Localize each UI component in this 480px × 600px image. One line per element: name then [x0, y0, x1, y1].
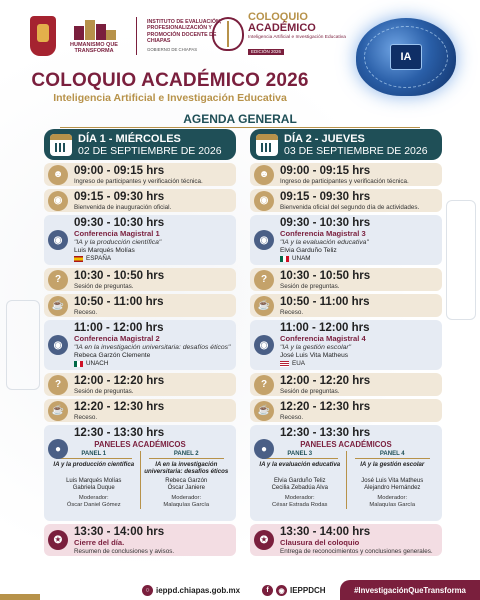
page-subtitle: Inteligencia Artificial e Investigación Educativa [53, 92, 287, 104]
question-icon: ? [254, 270, 274, 290]
agenda-item [250, 294, 442, 317]
person-icon: ☻ [254, 165, 274, 185]
origin-label: UNACH [86, 359, 109, 367]
panel-speakers: Elvia Garduño Teliz Cecilia Zebadúa Alva [271, 478, 328, 491]
coffee-icon: ☕ [48, 296, 68, 316]
closing-title: Clausura del coloquio [280, 538, 360, 547]
coloquio-logo-title2: ACADÉMICO [248, 22, 316, 34]
conference-topic: "IA y la producción científica" [74, 238, 162, 246]
conference-title: Conferencia Magistral 1 [74, 229, 160, 238]
microphone-icon: ◉ [254, 230, 274, 250]
item-time: 12:30 - 13:30 hrs [280, 427, 371, 439]
agenda-item [44, 268, 236, 291]
panel-topic: IA en la investigación universitaria: desafíos éticos [144, 461, 229, 475]
panels-row [48, 451, 232, 509]
item-time: 11:00 - 12:00 hrs [280, 322, 370, 334]
government-logo [62, 18, 126, 54]
day1-title: DÍA 1 - MIÉRCOLES [78, 132, 181, 145]
panel [48, 451, 140, 509]
footer [0, 580, 480, 600]
instagram-icon: ◉ [276, 585, 287, 596]
speaker-name: José Luis Vita Matheus [280, 351, 349, 359]
microphone-icon: ◉ [48, 230, 68, 250]
item-desc: Sesión de preguntas. [280, 388, 340, 395]
item-time: 09:30 - 10:30 hrs [74, 217, 165, 229]
panel-topic: IA y la producción científica [53, 461, 135, 468]
panel-moderator: Moderador: César Estrada Rodas [272, 495, 328, 508]
agenda-item [250, 163, 442, 186]
item-desc: Receso. [280, 414, 304, 421]
agenda-item [44, 189, 236, 212]
panel-speakers: José Luis Vita Matheus Alejandro Hernández [361, 478, 424, 491]
panel-name: PANEL 3 [287, 451, 313, 457]
globe-icon: ○ [142, 585, 153, 596]
hashtag-banner: #InvestigaciónQueTransforma [340, 580, 480, 600]
social-handle[interactable] [262, 585, 326, 596]
microphone-icon: ◉ [254, 335, 274, 355]
mexico-flag-icon [74, 361, 83, 367]
item-time: 09:30 - 10:30 hrs [280, 217, 371, 229]
circuit-decoration [6, 300, 40, 390]
item-desc: Resumen de conclusiones y avisos. [74, 547, 175, 555]
item-desc: Sesión de preguntas. [74, 388, 134, 395]
closing-title: Cierre del día. [74, 538, 125, 547]
item-time: 10:30 - 10:50 hrs [280, 270, 371, 282]
speaker-name: Rebeca Garzón Clemente [74, 351, 151, 359]
item-desc: Bienvenida de inauguración oficial. [74, 204, 172, 211]
panel [254, 451, 346, 509]
panel-topic: IA y la evaluación educativa [259, 461, 341, 468]
website-link[interactable] [142, 585, 240, 596]
website-label: ieppd.chiapas.gob.mx [156, 586, 241, 595]
speaker-origin [74, 360, 232, 368]
item-time: 10:50 - 11:00 hrs [74, 296, 164, 308]
item-desc: Sesión de preguntas. [74, 283, 134, 290]
group-icon: ● [254, 439, 274, 459]
agenda-item-panels [44, 425, 236, 521]
agenda-item-conference [44, 320, 236, 370]
ia-chip-icon: IA [390, 44, 422, 70]
institute-label: INSTITUTO DE EVALUACIÓN, PROFESIONALIZACIÓN Y PROMOCIÓN DOCENTE DE CHIAPAS [147, 18, 222, 45]
conference-topic: "IA y la gestión escolar" [280, 343, 352, 351]
page-title: COLOQUIO ACADÉMICO 2026 [31, 70, 309, 91]
day2-date: 03 DE SEPTIEMBRE DE 2026 [284, 144, 428, 157]
agenda-item-panels [250, 425, 442, 521]
item-time: 13:30 - 14:00 hrs [280, 526, 371, 538]
panels-title: PANELES ACADÉMICOS [94, 440, 186, 449]
footer-gold-strip [0, 594, 40, 600]
agenda-item-closing [44, 524, 236, 556]
item-desc: Entrega de reconocimientos y conclusiones generales. [280, 547, 433, 555]
chiapas-shield-logo [30, 16, 56, 56]
award-icon: ✪ [48, 530, 68, 550]
microphone-icon: ◉ [254, 191, 274, 211]
calendar-icon [50, 134, 72, 156]
spain-flag-icon [74, 256, 83, 262]
award-icon: ✪ [254, 530, 274, 550]
agenda-item [250, 373, 442, 396]
day1-column [44, 129, 236, 559]
social-label: IEPPDCH [290, 586, 326, 595]
item-desc: Receso. [280, 309, 304, 316]
panel-topic: IA y la gestión escolar [360, 461, 425, 468]
panel-moderator: Moderador: Malaquías García [163, 495, 210, 508]
day1-header [44, 129, 236, 160]
coloquio-logo-subtitle: Inteligencia Artificial e Investigación Educativa [248, 35, 346, 40]
coloquio-edition-badge: EDICIÓN 2026 [248, 49, 284, 56]
question-icon: ? [48, 270, 68, 290]
agenda-item-conference [250, 215, 442, 265]
agenda-item-closing [250, 524, 442, 556]
header-divider [136, 17, 137, 55]
conference-topic: "IA en la investigación universitaria: desafíos éticos" [74, 343, 231, 351]
circuit-decoration [446, 200, 476, 320]
day2-title: DÍA 2 - JUEVES [284, 132, 365, 145]
item-time: 12:00 - 12:20 hrs [74, 375, 165, 387]
agenda-item [44, 399, 236, 422]
day1-date: 02 DE SEPTIEMBRE DE 2026 [78, 144, 222, 157]
item-time: 10:30 - 10:50 hrs [74, 270, 165, 282]
coloquio-logo [212, 12, 346, 57]
coffee-icon: ☕ [254, 296, 274, 316]
panel-name: PANEL 2 [173, 451, 199, 457]
panel-name: PANEL 1 [81, 451, 107, 457]
day2-header [250, 129, 442, 160]
item-time: 12:20 - 12:30 hrs [280, 401, 371, 413]
panel-speakers: Luis Marqués Molías Gabriela Duque [66, 478, 122, 491]
question-icon: ? [48, 375, 68, 395]
panel-speakers: Rebeca Garzón Óscar Janiere [165, 478, 208, 491]
conference-title: Conferencia Magistral 4 [280, 334, 366, 343]
agenda-heading: AGENDA GENERAL [183, 112, 297, 126]
item-desc: Ingreso de participantes y verificación técnica. [280, 178, 409, 185]
speaker-name: Luis Marqués Molías [74, 246, 135, 254]
item-desc: Ingreso de participantes y verificación técnica. [74, 178, 203, 185]
question-icon: ? [254, 375, 274, 395]
facebook-icon: f [262, 585, 273, 596]
panels-title: PANELES ACADÉMICOS [300, 440, 392, 449]
item-time: 13:30 - 14:00 hrs [74, 526, 165, 538]
panel-moderator: Moderador: Óscar Daniel Gómez [66, 495, 121, 508]
panel [346, 451, 439, 509]
panel-name: PANEL 4 [379, 451, 405, 457]
mexico-flag-icon [280, 256, 289, 262]
microphone-icon: ◉ [48, 191, 68, 211]
group-icon: ● [48, 439, 68, 459]
agenda-item [44, 294, 236, 317]
person-icon: ☻ [48, 165, 68, 185]
day2-column [250, 129, 442, 559]
usa-flag-icon [280, 361, 289, 367]
origin-label: EUA [292, 359, 305, 367]
conference-title: Conferencia Magistral 2 [74, 334, 160, 343]
agenda-item [250, 189, 442, 212]
coffee-icon: ☕ [48, 401, 68, 421]
item-desc: Receso. [74, 414, 98, 421]
institute-small: GOBIERNO DE CHIAPAS [147, 46, 198, 52]
agenda-item [250, 268, 442, 291]
coffee-icon: ☕ [254, 401, 274, 421]
coloquio-logo-title: COLOQUIO [248, 11, 308, 23]
agenda-item [44, 373, 236, 396]
agenda-item-conference [44, 215, 236, 265]
item-desc: Receso. [74, 309, 98, 316]
microphone-icon: ◉ [48, 335, 68, 355]
agenda-divider [60, 127, 420, 128]
item-desc: Bienvenida oficial del segundo día de actividades. [280, 204, 420, 211]
panel [140, 451, 233, 509]
calendar-icon [256, 134, 278, 156]
origin-label: UNAM [292, 254, 311, 262]
agenda-item [44, 163, 236, 186]
item-time: 09:00 - 09:15 hrs [280, 165, 371, 177]
speaker-origin [74, 255, 232, 263]
gov-logo-text: HUMANISMO QUE TRANSFORMA [70, 42, 118, 54]
ai-brain-illustration [346, 8, 466, 108]
brain-icon [212, 17, 244, 51]
item-time: 12:30 - 13:30 hrs [74, 427, 165, 439]
agenda-item [250, 399, 442, 422]
item-time: 12:20 - 12:30 hrs [74, 401, 165, 413]
panel-moderator: Moderador: Malaquías García [369, 495, 416, 508]
item-time: 12:00 - 12:20 hrs [280, 375, 371, 387]
item-time: 09:15 - 09:30 hrs [74, 191, 165, 203]
agenda-item-conference [250, 320, 442, 370]
speaker-name: Elvia Garduño Teliz [280, 246, 337, 254]
item-time: 09:15 - 09:30 hrs [280, 191, 371, 203]
item-time: 09:00 - 09:15 hrs [74, 165, 165, 177]
origin-label: ESPAÑA [86, 254, 112, 262]
speaker-origin [280, 255, 438, 263]
decorative-curve-right [450, 300, 480, 600]
item-time: 11:00 - 12:00 hrs [74, 322, 164, 334]
item-time: 10:50 - 11:00 hrs [280, 296, 370, 308]
item-desc: Sesión de preguntas. [280, 283, 340, 290]
conference-topic: "IA y la evaluación educativa" [280, 238, 369, 246]
panels-row [254, 451, 438, 509]
conference-title: Conferencia Magistral 3 [280, 229, 366, 238]
speaker-origin [280, 360, 438, 368]
